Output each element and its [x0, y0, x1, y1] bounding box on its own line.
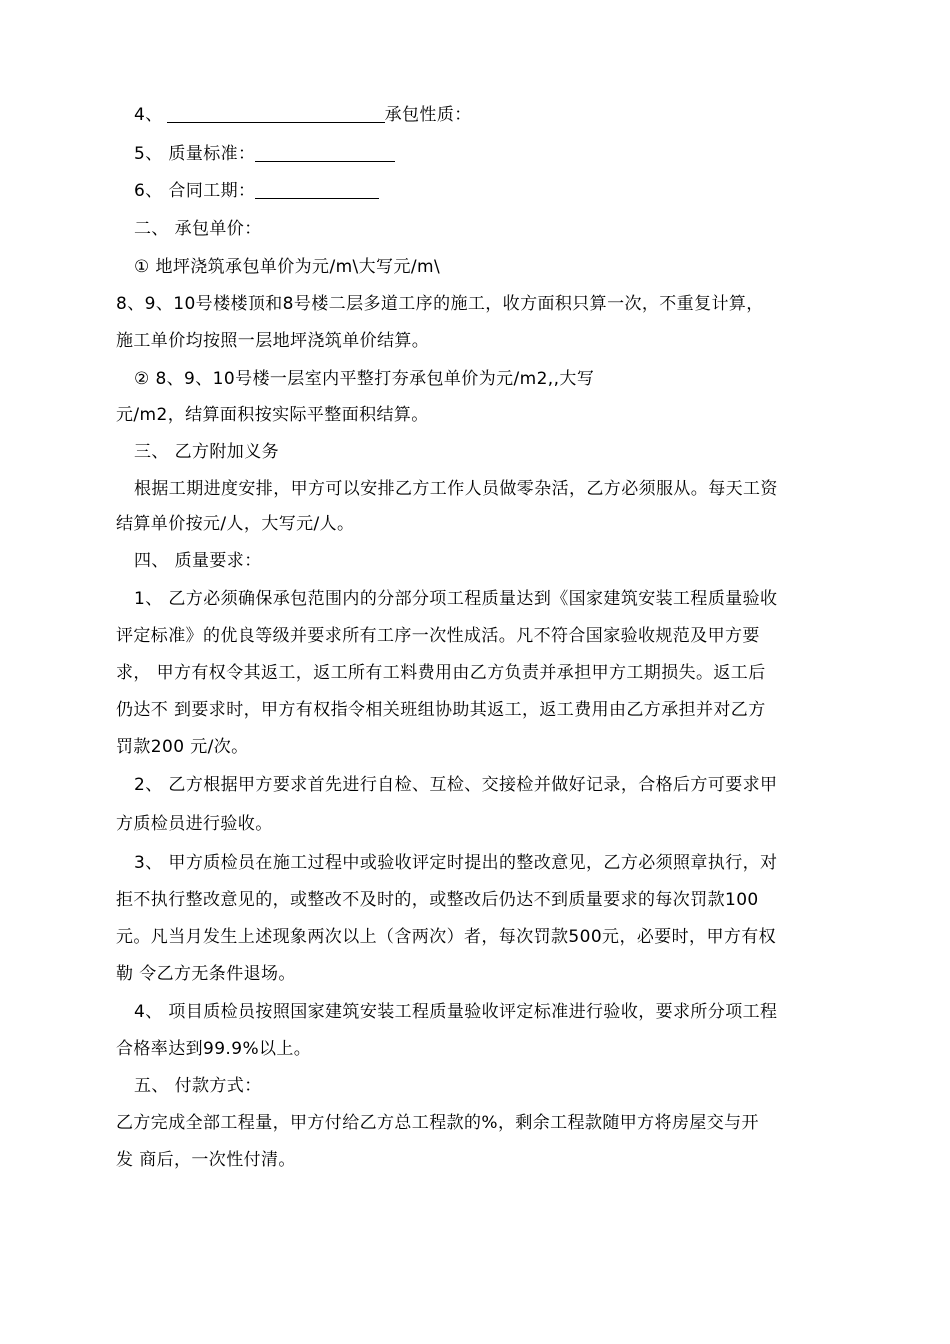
- paragraph-line: 根据工期进度安排，甲方可以安排乙方工作人员做零杂活，乙方必须服从。每天工资: [134, 479, 778, 499]
- section-heading-5: 五、 付款方式：: [134, 1076, 262, 1096]
- paragraph-line: ② 8、9、10号楼一层室内平整打夯承包单价为元/m2,,大写: [134, 369, 595, 389]
- paragraph-line: 4、 项目质检员按照国家建筑安装工程质量验收评定标准进行验收，要求所分项工程: [134, 1002, 778, 1022]
- item-6-contract-period: [134, 180, 379, 202]
- paragraph-line: 发 商后，一次性付清。: [116, 1150, 296, 1170]
- item-label: 5、 质量标准：: [134, 144, 256, 164]
- paragraph-line: 8、9、10号楼楼顶和8号楼二层多道工序的施工，收方面积只算一次，不重复计算，: [116, 294, 764, 314]
- paragraph-line: 仍达不 到要求时，甲方有权指令相关班组协助其返工，返工费用由乙方承担并对乙方: [116, 700, 766, 720]
- paragraph-line: ① 地坪浇筑承包单价为元/m\大写元/m\: [134, 257, 441, 277]
- item-label: 6、 合同工期：: [134, 181, 256, 201]
- paragraph-line: 2、 乙方根据甲方要求首先进行自检、互检、交接检并做好记录，合格后方可要求甲: [134, 775, 778, 795]
- paragraph-line: 1、 乙方必须确保承包范围内的分部分项工程质量达到《国家建筑安装工程质量验收: [134, 589, 778, 609]
- section-heading-3: 三、 乙方附加义务: [134, 442, 280, 462]
- section-heading-4: 四、 质量要求：: [134, 551, 262, 571]
- paragraph-line: 乙方完成全部工程量，甲方付给乙方总工程款的%，剩余工程款随甲方将房屋交与开: [116, 1113, 759, 1133]
- paragraph-line: 施工单价均按照一层地坪浇筑单价结算。: [116, 331, 430, 351]
- paragraph-line: 方质检员进行验收。: [116, 814, 273, 834]
- paragraph-line: 结算单价按元/人，大写元/人。: [116, 514, 355, 534]
- blank-line: [255, 145, 395, 162]
- blank-line: [255, 182, 379, 199]
- section-heading-2: 二、 承包单价：: [134, 219, 262, 239]
- blank-line: [167, 106, 385, 123]
- paragraph-line: 元。凡当月发生上述现象两次以上（含两次）者，每次罚款500元，必要时，甲方有权: [116, 927, 777, 947]
- paragraph-line: 元/m2，结算面积按实际平整面积结算。: [116, 405, 429, 425]
- paragraph-line: 3、 甲方质检员在施工过程中或验收评定时提出的整改意见，乙方必须照章执行，对: [134, 853, 778, 873]
- paragraph-line: 合格率达到99.9%以上。: [116, 1039, 312, 1059]
- paragraph-line: 评定标准》的优良等级并要求所有工序一次性成活。凡不符合国家验收规范及甲方要: [116, 626, 760, 646]
- paragraph-line: 拒不执行整改意见的，或整改不及时的，或整改后仍达不到质量要求的每次罚款100: [116, 890, 759, 910]
- paragraph-line: 罚款200 元/次。: [116, 737, 249, 757]
- item-number: 4、: [134, 105, 163, 125]
- item-5-quality-standard: [134, 143, 395, 165]
- paragraph-line: 求， 甲方有权令其返工，返工所有工料费用由乙方负责并承担甲方工期损失。返工后: [116, 663, 766, 683]
- item-label: 承包性质：: [384, 105, 472, 125]
- paragraph-line: 勒 令乙方无条件退场。: [116, 964, 296, 984]
- item-4-contract-nature: [134, 104, 472, 126]
